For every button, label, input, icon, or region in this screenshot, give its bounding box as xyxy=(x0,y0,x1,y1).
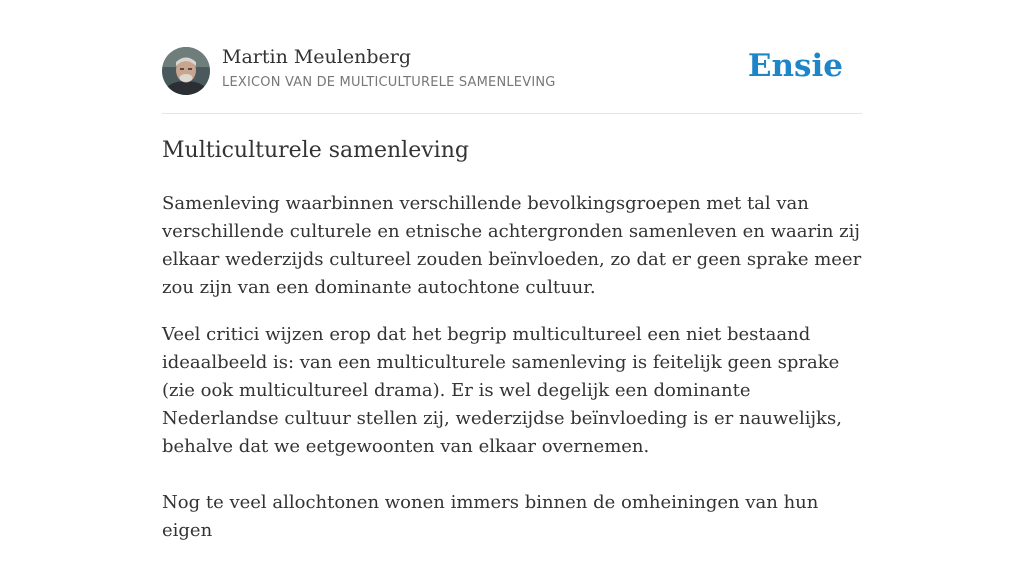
lexicon-name[interactable]: LEXICON VAN DE MULTICULTURELE SAMENLEVING xyxy=(222,75,556,90)
entry-paragraph: Samenleving waarbinnen verschillende bevolkingsgroepen met tal van verschillende culturele en etnische achtergronden samenleven en waarin zij elkaar wederzijds cultureel zouden beïnvloeden, zo dat er geen sprake meer zou zijn van een dominante autochtone cultuur. xyxy=(162,193,862,298)
entry-body xyxy=(162,190,862,564)
author-photo xyxy=(162,47,210,95)
entry-paragraph: Nog te veel allochtonen wonen immers binnen de omheiningen van hun eigen xyxy=(162,492,819,541)
author-name[interactable]: Martin Meulenberg xyxy=(222,46,411,68)
author-avatar[interactable] xyxy=(162,47,210,95)
entry-paragraph: Veel critici wijzen erop dat het begrip multicultureel een niet bestaand ideaalbeeld is: van een multiculturele samenleving is feitelijk geen sprake (zie ook multicultureel drama). Er is wel degelijk een dominante Nederlandse cultuur stellen zij, wederzijdse beïnvloeding is er nauwelijks, behalve dat we eetgewoonten van elkaar overnemen. xyxy=(162,324,842,457)
entry-container xyxy=(162,0,862,541)
entry-title: Multiculturele samenleving xyxy=(162,138,469,163)
ensie-logo[interactable]: Ensie xyxy=(747,48,843,84)
entry-header xyxy=(162,0,862,114)
